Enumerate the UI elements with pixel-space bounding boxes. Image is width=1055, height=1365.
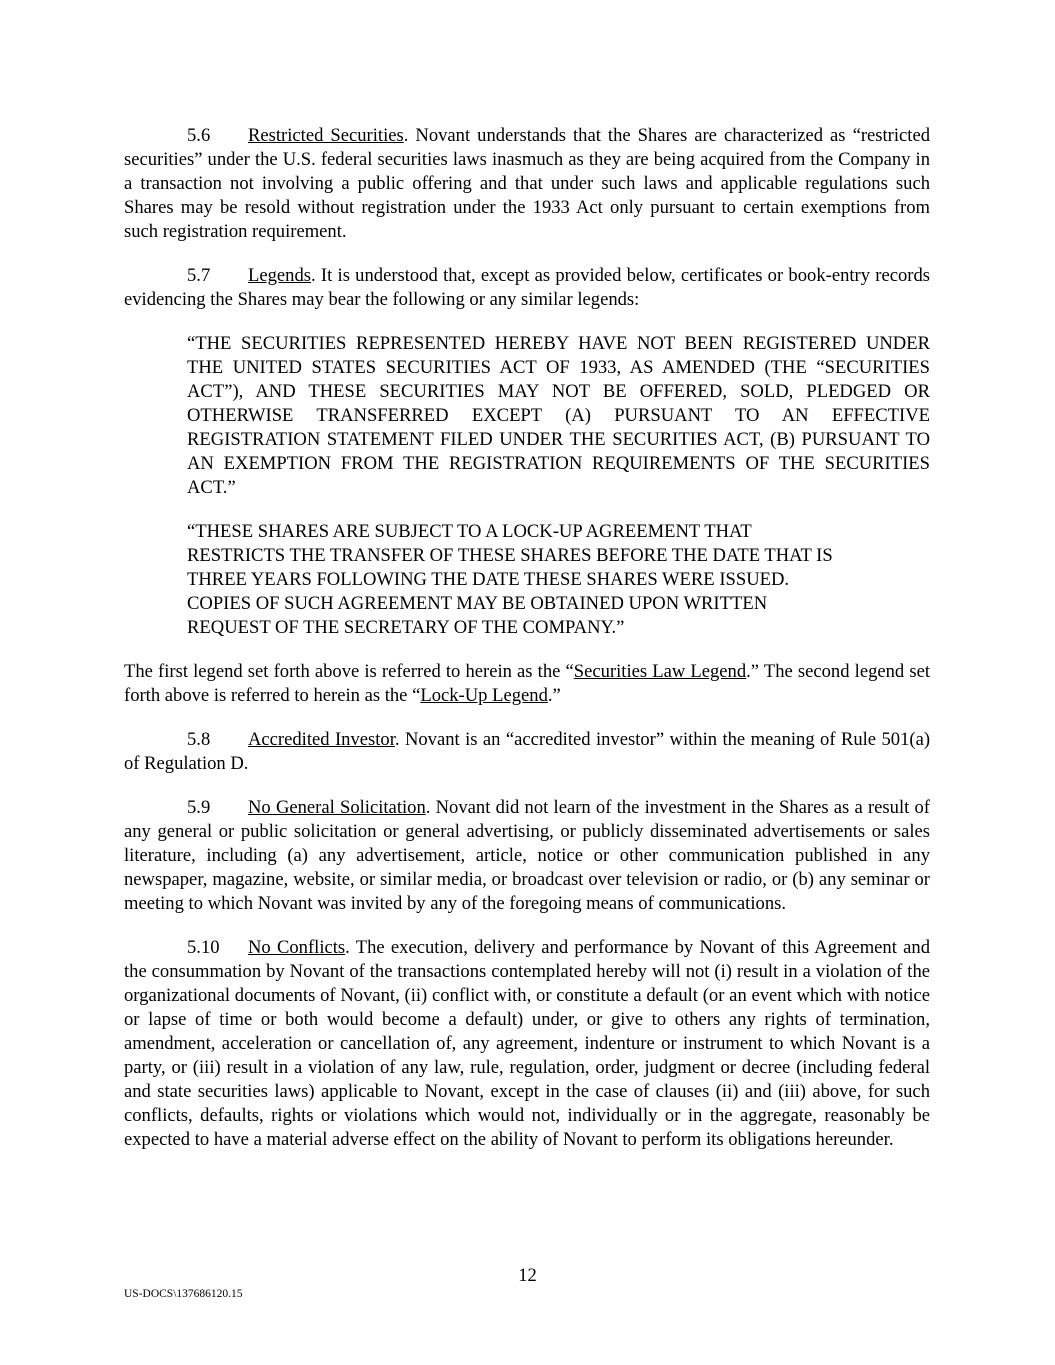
legend-reference-text: .” The second legend set forth above is referred to herein as the “ [124,661,930,706]
legend-line: “THESE SHARES ARE SUBJECT TO A LOCK-UP AGREEMENT THAT [187,521,752,542]
section-heading: Legends [248,265,311,286]
securities-law-legend: “THE SECURITIES REPRESENTED HEREBY HAVE NOT BEEN REGISTERED UNDER THE UNITED STATES SECURITIES ACT OF 1933, AS AMENDED (THE “SECURITIES ACT”), AND THESE SECURITIES MAY NOT BE OFFERED, SOLD, PLEDGED OR OTHERWISE TRANSFERRED EXCEPT (A) PURSUANT TO AN EFFECTIVE REGISTRATION STATEMENT FILED UNDER THE SECURITIES ACT, (B) PURSUANT TO AN EXEMPTION FROM THE REGISTRATION REQUIREMENTS OF THE SECURITIES ACT.” [187,333,930,498]
section-body: . It is understood that, except as provided below, certificates or book-entry records evidencing the Shares may bear the following or any similar legends: [124,265,930,310]
legend-line: THREE YEARS FOLLOWING THE DATE THESE SHARES WERE ISSUED. [187,569,790,590]
legend-reference-text: .” [547,685,561,706]
section-5-8 [124,728,930,776]
legend-line: REQUEST OF THE SECRETARY OF THE COMPANY.” [187,617,625,638]
legend-reference [124,660,930,708]
page-number: 12 [518,1265,537,1286]
legend-line: RESTRICTS THE TRANSFER OF THESE SHARES BEFORE THE DATE THAT IS [187,545,833,566]
section-body: . The execution, delivery and performance by Novant of this Agreement and the consummation by Novant of the transactions contemplated hereby will not (i) result in a violation of the organizational documents of Novant, (ii) conflict with, or constitute a default (or an event which with notice or lapse of time or both would become a default) under, or give to others any rights of termination, amendment, acceleration or cancellation of, any agreement, indenture or instrument to which Novant is a party, or (iii) result in a violation of any law, rule, regulation, order, judgment or decree (including federal and state securities laws) applicable to Novant, except in the case of clauses (ii) and (iii) above, for such conflicts, defaults, rights or violations which would not, individually or in the aggregate, reasonably be expected to have a material adverse effect on the ability of Novant to perform its obligations hereunder. [124,937,930,1150]
section-number: 5.9 [187,797,211,818]
section-heading: No Conflicts [248,937,346,958]
section-heading: No General Solicitation [248,797,426,818]
section-body: . Novant did not learn of the investment in the Shares as a result of any general or public solicitation or general advertising, or publicly disseminated advertisements or sales literature, including (a) any advertisement, article, notice or other communication published in any newspaper, magazine, website, or similar media, or broadcast over television or radio, or (b) any seminar or meeting to which Novant was invited by any of the foregoing means of communications. [124,797,930,914]
section-number: 5.7 [187,265,211,286]
section-5-9 [124,796,930,916]
section-5-7 [124,264,930,312]
section-heading: Restricted Securities [248,125,404,146]
lock-up-legend [187,520,930,640]
legend-line: COPIES OF SUCH AGREEMENT MAY BE OBTAINED UPON WRITTEN [187,593,768,614]
section-number: 5.6 [187,125,211,146]
defined-term-lock-up-legend: Lock-Up Legend [420,685,548,706]
section-heading: Accredited Investor [248,729,395,750]
defined-term-securities-law-legend: Securities Law Legend [573,661,747,682]
section-5-10 [124,936,930,1152]
document-id: US-DOCS\137686120.15 [124,1288,243,1300]
section-body: . Novant is an “accredited investor” within the meaning of Rule 501(a) of Regulation D. [124,729,931,774]
section-number: 5.10 [187,937,220,958]
document-page [124,124,930,1172]
section-5-6 [124,124,930,244]
section-body: . Novant understands that the Shares are characterized as “restricted securities” under the U.S. federal securities laws inasmuch as they are being acquired from the Company in a transaction not involving a public offering and that under such laws and applicable regulations such Shares may be resold without registration under the 1933 Act only pursuant to certain exemptions from such registration requirement. [124,125,930,242]
legend-reference-text: The first legend set forth above is referred to herein as the “ [124,661,574,682]
section-number: 5.8 [187,729,211,750]
